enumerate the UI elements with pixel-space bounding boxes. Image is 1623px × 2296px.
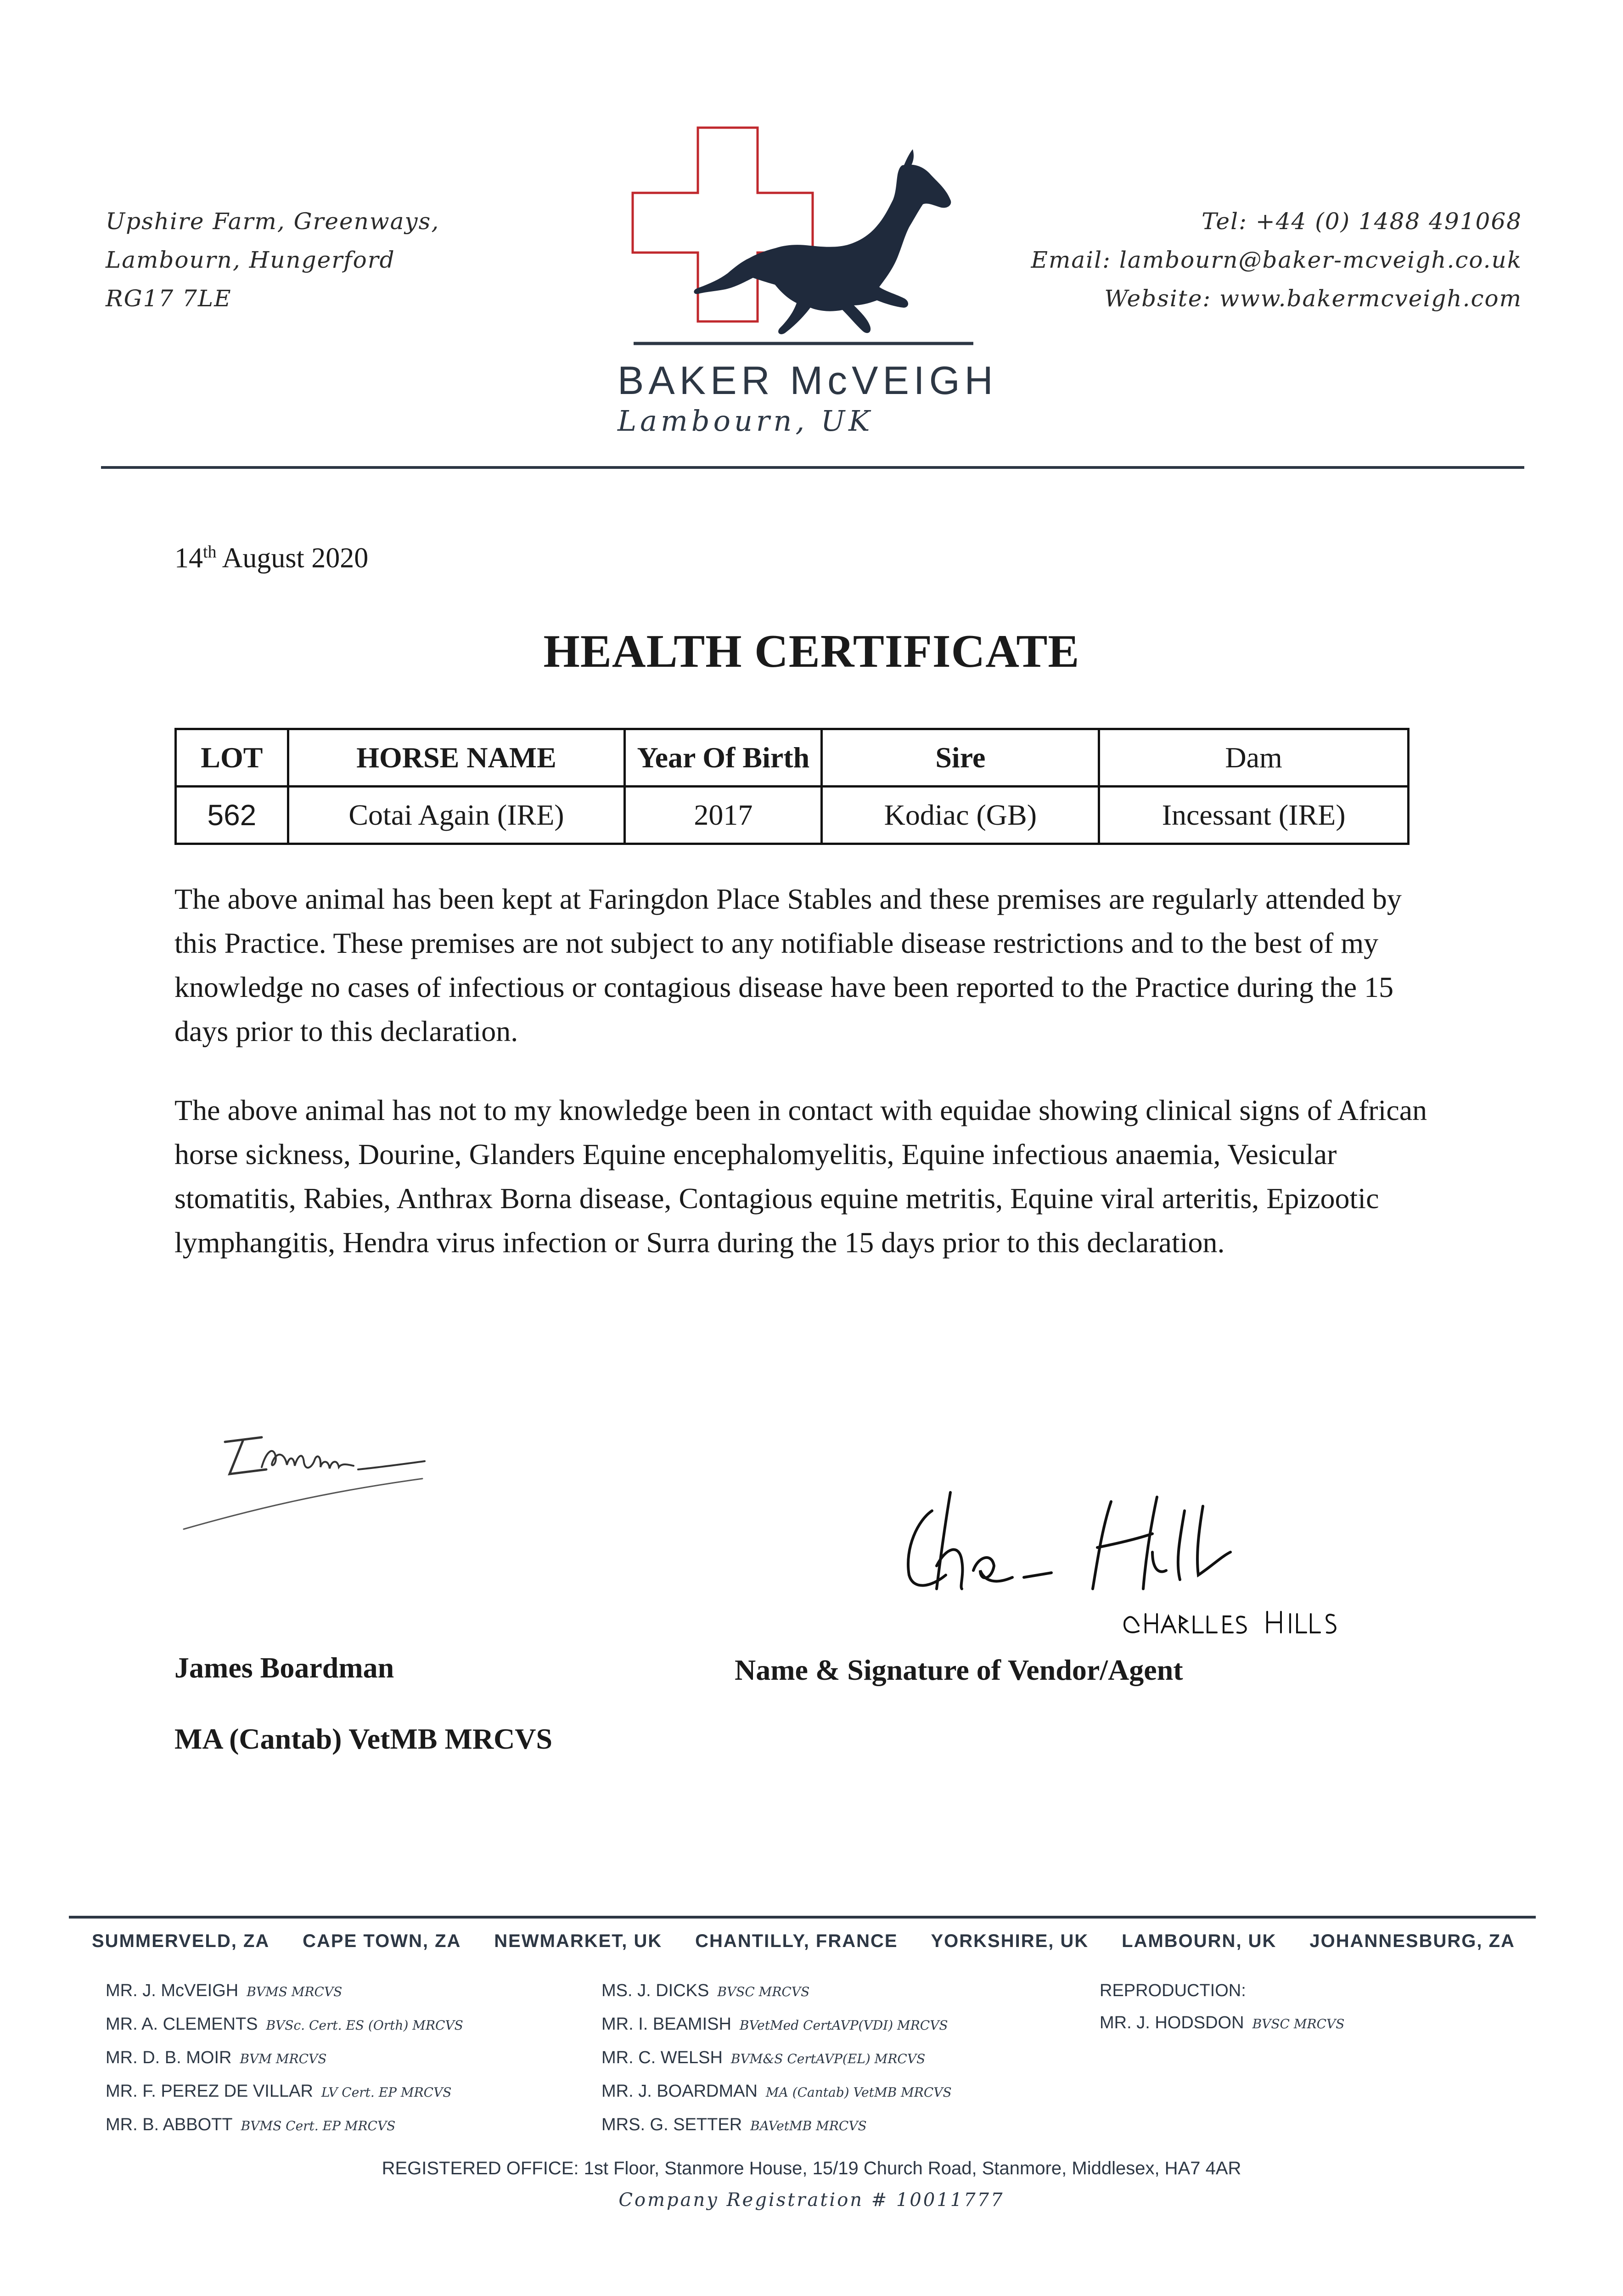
baker-mcveigh-logo bbox=[629, 124, 996, 354]
brand-location: Lambourn, UK bbox=[618, 404, 874, 438]
email: Email: lambourn@baker-mcveigh.co.uk bbox=[1031, 247, 1522, 273]
column-header-lot: LOT bbox=[176, 729, 288, 787]
telephone: Tel: +44 (0) 1488 491068 bbox=[1202, 208, 1522, 235]
staff-member: MR. J. McVEIGH BVMS MRCVS bbox=[106, 1981, 343, 2000]
company-registration: Company Registration # 10011777 bbox=[618, 2189, 1005, 2211]
office-location: JOHANNESBURG, ZA bbox=[1309, 1931, 1515, 1951]
disease-contact-paragraph: The above animal has not to my knowledge been in contact with equidae showing clinical signs of African horse sickness, Dourine, Glanders Equine encephalomyelitis, Equine infectious anaemia, Vesicular stomatitis, Rabies, Anthrax Borna disease, Contagious equine metritis, Equine viral arteritis, Epizootic lymphangitis, Hendra virus infection or Surra during the 15 days prior to this declaration. bbox=[174, 1094, 1427, 1259]
column-header-dam: Dam bbox=[1099, 729, 1409, 787]
staff-member: MR. J. BOARDMAN MA (Cantab) VetMB MRCVS bbox=[601, 2082, 952, 2101]
practice-address bbox=[106, 202, 439, 318]
date-day: 14 bbox=[174, 542, 203, 574]
office-locations bbox=[92, 1931, 1515, 1952]
premises-declaration-paragraph: The above animal has been kept at Faringdon Place Stables and these premises are regularly attended by this Practice. These premises are not subject to any notifiable disease restrictions and to the best of my knowledge no cases of infectious or contagious disease have been reported to the Practice during the 15 days prior to this declaration. bbox=[174, 883, 1402, 1047]
cell-lot: 562 bbox=[176, 787, 288, 844]
staff-member: MRS. G. SETTER BAVetMB MRCVS bbox=[601, 2115, 867, 2134]
vet-name: James Boardman bbox=[174, 1651, 394, 1684]
staff-member: MR. C. WELSH BVM&S CertAVP(EL) MRCVS bbox=[601, 2048, 926, 2067]
reproduction-label: REPRODUCTION: bbox=[1100, 1981, 1246, 2000]
office-location: CHANTILLY, FRANCE bbox=[695, 1931, 898, 1951]
office-location: CAPE TOWN, ZA bbox=[303, 1931, 461, 1951]
office-location: NEWMARKET, UK bbox=[494, 1931, 663, 1951]
address-line: Lambourn, Hungerford bbox=[106, 247, 395, 273]
certificate-title: HEALTH CERTIFICATE bbox=[543, 625, 1080, 677]
staff-member: MR. J. HODSDON BVSC MRCVS bbox=[1100, 2013, 1345, 2032]
column-header-sire: Sire bbox=[822, 729, 1099, 787]
cell-year-of-birth: 2017 bbox=[625, 787, 822, 844]
table-header-row bbox=[176, 729, 1409, 787]
office-location: YORKSHIRE, UK bbox=[931, 1931, 1089, 1951]
document-date bbox=[174, 542, 368, 575]
staff-list-column-1 bbox=[106, 1975, 463, 2142]
vet-signature bbox=[174, 1424, 450, 1543]
vet-qualifications: MA (Cantab) VetMB MRCVS bbox=[174, 1722, 553, 1755]
website: Website: www.bakermcveigh.com bbox=[1104, 285, 1522, 312]
galloping-horse-icon bbox=[694, 164, 951, 334]
staff-member: MS. J. DICKS BVSC MRCVS bbox=[601, 1981, 810, 2000]
staff-member: MR. B. ABBOTT BVMS Cert. EP MRCVS bbox=[106, 2115, 396, 2134]
staff-member: MR. D. B. MOIR BVM MRCVS bbox=[106, 2048, 327, 2067]
staff-member: MR. A. CLEMENTS BVSc. Cert. ES (Orth) MRCVS bbox=[106, 2015, 463, 2034]
staff-member: MR. F. PEREZ DE VILLAR LV Cert. EP MRCVS bbox=[106, 2082, 452, 2101]
footer-divider bbox=[69, 1916, 1536, 1919]
staff-member: MR. I. BEAMISH BVetMed CertAVP(VDI) MRCVS bbox=[601, 2015, 948, 2034]
brand-name: BAKER McVEIGH bbox=[618, 359, 998, 403]
table-row bbox=[176, 787, 1409, 844]
date-suffix: th bbox=[203, 542, 217, 562]
vendor-agent-label: Name & Signature of Vendor/Agent bbox=[735, 1654, 1183, 1686]
cell-sire: Kodiac (GB) bbox=[822, 787, 1099, 844]
cell-dam: Incessant (IRE) bbox=[1099, 787, 1409, 844]
vendor-signature bbox=[882, 1483, 1387, 1639]
column-header-year-of-birth: Year Of Birth bbox=[625, 729, 822, 787]
staff-list-column-3 bbox=[1100, 1975, 1344, 2040]
horse-details-table bbox=[174, 728, 1410, 845]
address-line: Upshire Farm, Greenways, bbox=[106, 208, 440, 235]
column-header-horse-name: HORSE NAME bbox=[288, 729, 625, 787]
practice-contact bbox=[1031, 202, 1522, 318]
cell-horse-name: Cotai Again (IRE) bbox=[288, 787, 625, 844]
office-location: SUMMERVELD, ZA bbox=[92, 1931, 270, 1951]
registered-office: REGISTERED OFFICE: 1st Floor, Stanmore House, 15/19 Church Road, Stanmore, Middlesex, HA7 4AR bbox=[382, 2158, 1241, 2178]
date-month-year: August 2020 bbox=[216, 542, 369, 574]
header-divider bbox=[101, 466, 1524, 469]
address-line: RG17 7LE bbox=[106, 285, 232, 312]
staff-list-column-2 bbox=[601, 1975, 952, 2142]
office-location: LAMBOURN, UK bbox=[1122, 1931, 1277, 1951]
